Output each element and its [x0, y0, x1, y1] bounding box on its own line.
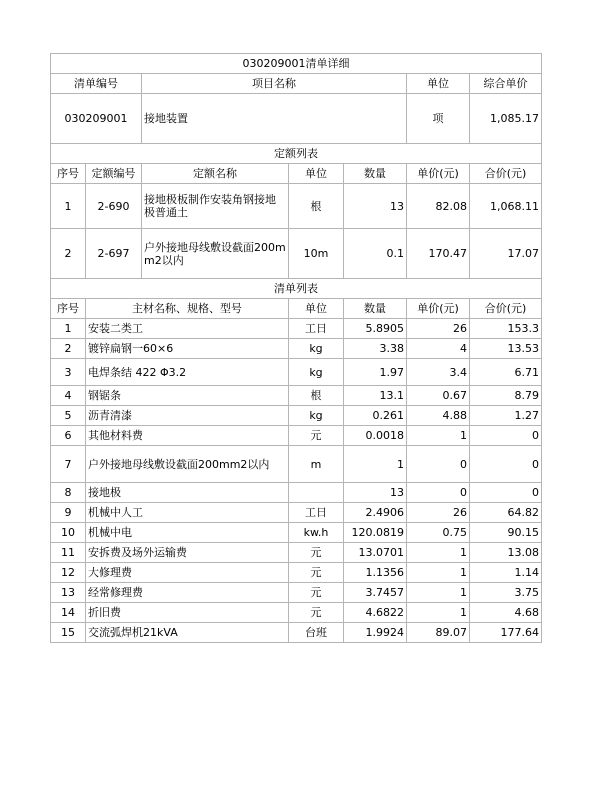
list-no: 4 — [51, 386, 86, 406]
list-row — [51, 319, 542, 339]
list-col-no: 序号 — [51, 299, 86, 319]
list-row — [51, 583, 542, 603]
list-total: 1.14 — [470, 563, 542, 583]
quota-col-code: 定额编号 — [86, 164, 142, 184]
list-name: 安拆费及场外运输费 — [86, 543, 289, 563]
list-qty: 4.6822 — [344, 603, 407, 623]
list-row — [51, 623, 542, 643]
list-no: 10 — [51, 523, 86, 543]
quota-section-title: 定额列表 — [51, 144, 542, 164]
list-name: 电焊条结 422 Φ3.2 — [86, 359, 289, 386]
list-price: 89.07 — [407, 623, 470, 643]
list-unit: 工日 — [289, 503, 344, 523]
list-qty: 13.1 — [344, 386, 407, 406]
list-name: 经常修理费 — [86, 583, 289, 603]
list-qty: 1.97 — [344, 359, 407, 386]
list-name: 交流弧焊机21kVA — [86, 623, 289, 643]
quota-no: 2 — [51, 229, 86, 279]
quota-name: 户外接地母线敷设截面200mm2以内 — [142, 229, 289, 279]
list-row — [51, 426, 542, 446]
quota-header-row — [51, 164, 542, 184]
list-col-price: 单价(元) — [407, 299, 470, 319]
quota-price: 170.47 — [407, 229, 470, 279]
list-row — [51, 483, 542, 503]
list-price: 1 — [407, 603, 470, 623]
price-header: 综合单价 — [470, 74, 542, 94]
item-unit: 项 — [407, 94, 470, 144]
list-unit: kg — [289, 359, 344, 386]
list-price: 26 — [407, 319, 470, 339]
table-title: 030209001清单详细 — [51, 54, 542, 74]
item-code: 030209001 — [51, 94, 142, 144]
list-total: 13.53 — [470, 339, 542, 359]
unit-header: 单位 — [407, 74, 470, 94]
list-qty: 1 — [344, 446, 407, 483]
list-price: 4 — [407, 339, 470, 359]
list-total: 0 — [470, 426, 542, 446]
list-qty: 3.7457 — [344, 583, 407, 603]
list-qty: 1.9924 — [344, 623, 407, 643]
list-price: 3.4 — [407, 359, 470, 386]
list-total: 153.3 — [470, 319, 542, 339]
quota-col-price: 单价(元) — [407, 164, 470, 184]
list-price: 1 — [407, 583, 470, 603]
quota-row — [51, 184, 542, 229]
list-name: 户外接地母线敷设截面200mm2以内 — [86, 446, 289, 483]
quota-no: 1 — [51, 184, 86, 229]
list-unit: 台班 — [289, 623, 344, 643]
list-qty: 120.0819 — [344, 523, 407, 543]
list-unit: 元 — [289, 583, 344, 603]
list-unit: kg — [289, 406, 344, 426]
list-qty: 0.0018 — [344, 426, 407, 446]
list-unit: m — [289, 446, 344, 483]
list-total: 0 — [470, 483, 542, 503]
list-total: 90.15 — [470, 523, 542, 543]
quota-row — [51, 229, 542, 279]
list-col-name: 主材名称、规格、型号 — [86, 299, 289, 319]
name-header: 项目名称 — [142, 74, 407, 94]
list-row — [51, 386, 542, 406]
list-price: 4.88 — [407, 406, 470, 426]
list-name: 机械中人工 — [86, 503, 289, 523]
list-price: 0 — [407, 483, 470, 503]
list-row — [51, 446, 542, 483]
list-col-unit: 单位 — [289, 299, 344, 319]
list-col-total: 合价(元) — [470, 299, 542, 319]
code-header: 清单编号 — [51, 74, 142, 94]
list-price: 1 — [407, 426, 470, 446]
quota-col-unit: 单位 — [289, 164, 344, 184]
list-no: 14 — [51, 603, 86, 623]
list-section-title: 清单列表 — [51, 279, 542, 299]
list-unit: 元 — [289, 543, 344, 563]
list-header-row — [51, 299, 542, 319]
quota-col-name: 定额名称 — [142, 164, 289, 184]
list-no: 1 — [51, 319, 86, 339]
list-price: 1 — [407, 543, 470, 563]
list-name: 钢锯条 — [86, 386, 289, 406]
item-name: 接地装置 — [142, 94, 407, 144]
quota-price: 82.08 — [407, 184, 470, 229]
list-no: 15 — [51, 623, 86, 643]
list-name: 镀锌扁钢一60×6 — [86, 339, 289, 359]
list-qty: 13 — [344, 483, 407, 503]
list-unit: 根 — [289, 386, 344, 406]
list-total: 1.27 — [470, 406, 542, 426]
list-qty: 5.8905 — [344, 319, 407, 339]
list-price: 0 — [407, 446, 470, 483]
list-name: 接地极 — [86, 483, 289, 503]
list-row — [51, 339, 542, 359]
list-unit: kw.h — [289, 523, 344, 543]
list-name: 沥青清漆 — [86, 406, 289, 426]
list-total: 3.75 — [470, 583, 542, 603]
quota-code: 2-690 — [86, 184, 142, 229]
list-no: 6 — [51, 426, 86, 446]
list-qty: 2.4906 — [344, 503, 407, 523]
list-total: 6.71 — [470, 359, 542, 386]
list-row — [51, 603, 542, 623]
list-no: 9 — [51, 503, 86, 523]
list-row — [51, 523, 542, 543]
list-price: 1 — [407, 563, 470, 583]
list-unit: 元 — [289, 426, 344, 446]
list-total: 4.68 — [470, 603, 542, 623]
list-name: 机械中电 — [86, 523, 289, 543]
item-price: 1,085.17 — [470, 94, 542, 144]
quota-col-no: 序号 — [51, 164, 86, 184]
list-no: 13 — [51, 583, 86, 603]
quota-col-qty: 数量 — [344, 164, 407, 184]
list-name: 大修理费 — [86, 563, 289, 583]
list-unit — [289, 483, 344, 503]
quota-total: 17.07 — [470, 229, 542, 279]
quota-code: 2-697 — [86, 229, 142, 279]
list-total: 13.08 — [470, 543, 542, 563]
list-row — [51, 543, 542, 563]
list-price: 26 — [407, 503, 470, 523]
quota-unit: 根 — [289, 184, 344, 229]
list-no: 5 — [51, 406, 86, 426]
quota-total: 1,068.11 — [470, 184, 542, 229]
list-qty: 1.1356 — [344, 563, 407, 583]
list-unit: 元 — [289, 563, 344, 583]
list-qty: 0.261 — [344, 406, 407, 426]
list-body — [51, 319, 542, 643]
list-no: 12 — [51, 563, 86, 583]
list-unit: 工日 — [289, 319, 344, 339]
list-row — [51, 563, 542, 583]
list-col-qty: 数量 — [344, 299, 407, 319]
quota-qty: 0.1 — [344, 229, 407, 279]
list-name: 其他材料费 — [86, 426, 289, 446]
list-qty: 3.38 — [344, 339, 407, 359]
list-no: 11 — [51, 543, 86, 563]
list-price: 0.67 — [407, 386, 470, 406]
quota-qty: 13 — [344, 184, 407, 229]
list-unit: kg — [289, 339, 344, 359]
list-name: 安装二类工 — [86, 319, 289, 339]
quota-unit: 10m — [289, 229, 344, 279]
list-price: 0.75 — [407, 523, 470, 543]
list-no: 3 — [51, 359, 86, 386]
list-row — [51, 503, 542, 523]
list-unit: 元 — [289, 603, 344, 623]
list-no: 7 — [51, 446, 86, 483]
quota-name: 接地极板制作安装角钢接地极普通土 — [142, 184, 289, 229]
detail-table — [50, 53, 542, 643]
list-total: 177.64 — [470, 623, 542, 643]
quota-col-total: 合价(元) — [470, 164, 542, 184]
list-no: 8 — [51, 483, 86, 503]
list-row — [51, 359, 542, 386]
list-total: 8.79 — [470, 386, 542, 406]
list-no: 2 — [51, 339, 86, 359]
list-name: 折旧费 — [86, 603, 289, 623]
list-qty: 13.0701 — [344, 543, 407, 563]
list-total: 64.82 — [470, 503, 542, 523]
list-row — [51, 406, 542, 426]
list-total: 0 — [470, 446, 542, 483]
